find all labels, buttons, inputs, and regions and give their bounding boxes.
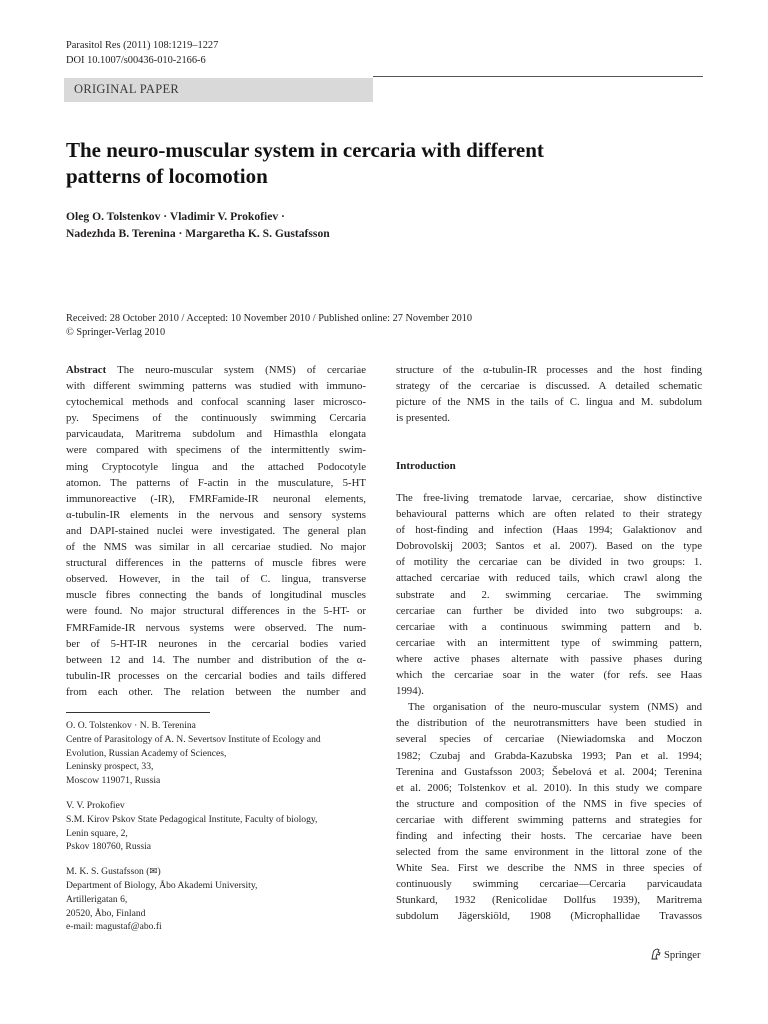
abstract-line: structure of the α-tubulin-IR processes and the host finding [396, 364, 702, 376]
affiliation-line: Centre of Parasitology of A. N. Severtsov Institute of Ecology and [66, 733, 321, 745]
footnote-rule [66, 712, 210, 713]
abstract-line [66, 362, 366, 378]
abstract-line: py. Specimens of the continuously swimming Cercaria [66, 412, 366, 425]
abstract-line: strategy of the cercariae is discussed. A detailed schematic [396, 380, 702, 393]
dates-line: Received: 28 October 2010 / Accepted: 10 November 2010 / Published online: 27 November 2010 [66, 313, 473, 324]
abstract-line: immunoreactive (-IR), FMRFamide-IR neuronal elements, [66, 492, 366, 505]
abstract-line: α-tubulin-IR elements in the nervous and sensory systems [66, 508, 366, 521]
abstract-line: atomon. The patterns of F-actin in the musculature, 5-HT [66, 476, 366, 489]
affiliation-block [66, 719, 386, 788]
abstract-label: Abstract [66, 364, 107, 376]
affiliation-line: Evolution, Russian Academy of Sciences, [66, 747, 227, 759]
abstract-line: structural differences in the patterns of muscle fibres were [66, 557, 366, 570]
abstract-line: parvicaudata, Maritrema subdolum and Himasthla elongata [66, 428, 366, 441]
intro-line: cercariae with different swimming patterns and strategies for [396, 813, 702, 826]
publication-dates [66, 312, 472, 340]
affiliations [66, 719, 386, 945]
authors-line: Oleg O. Tolstenkov · Vladimir V. Prokofiev · [66, 210, 285, 223]
affiliation-names: M. K. S. Gustafsson (✉) [66, 866, 161, 878]
abstract-line: were found. No major structural differences in the 5-HT- or [66, 605, 366, 618]
section-label: ORIGINAL PAPER [74, 82, 180, 96]
intro-line: The free-living trematode larvae, cercariae, show distinctive [396, 492, 702, 504]
affiliation-block [66, 799, 386, 854]
intro-line: where active phases alternate with passive phases during [396, 652, 702, 665]
abstract-line: is presented. [396, 412, 450, 425]
abstract-line: of the NMS was similar in all cercariae studied. No major [66, 541, 366, 554]
intro-line: the distribution of the neurotransmitters have been studied in [396, 717, 702, 730]
abstract-line: with different swimming patterns was studied with immuno- [66, 380, 366, 393]
intro-line: cercariae with an intermittent type of swimming pattern, [396, 636, 702, 649]
intro-line: The organisation of the neuro-muscular system (NMS) and [408, 701, 702, 714]
intro-line: substrate and 2. swimming cercariae. The swimming [396, 588, 702, 601]
introduction-body [396, 490, 702, 925]
publisher-logo [650, 948, 700, 961]
affiliation-line: Lenin square, 2, [66, 827, 128, 839]
affiliation-line: e-mail: magustaf@abo.fi [66, 921, 162, 933]
abstract-line: ming Cryptocotyle lingua and the attached Podocotyle [66, 460, 366, 473]
affiliation-line: Artillerigatan 6, [66, 893, 128, 905]
affiliation-line: Department of Biology, Åbo Akademi University, [66, 879, 258, 891]
intro-line: continuously swimming cercariae—Cercaria parvicaudata [396, 878, 702, 891]
section-heading-introduction: Introduction [396, 460, 456, 472]
abstract-line: FMRFamide-IR nervous systems were observed. The num- [66, 621, 366, 634]
intro-line: White Sea. First we describe the NMS in three species of [396, 862, 702, 875]
abstract-line: cytochemical methods and confocal scanning laser microsco- [66, 396, 366, 409]
affiliation-names: O. O. Tolstenkov · N. B. Terenina [66, 720, 196, 731]
affiliation-line: S.M. Kirov Pskov State Pedagogical Institute, Faculty of biology, [66, 813, 318, 825]
abstract-line: picture of the NMS in the tails of C. lingua and M. subdolum [396, 396, 702, 409]
intro-line: attached cercariae with reduced tails, which crawl along the [396, 572, 702, 585]
affiliation-line: 20520, Åbo, Finland [66, 907, 146, 919]
publisher-name: Springer [664, 950, 701, 961]
intro-line: several species of cercariae (Niewiadomska and Moczon [396, 733, 702, 746]
intro-line: of motility the cercariae can be divided in two groups: 1. [396, 556, 702, 569]
intro-line: Terenina and Gustafsson 2003; Šebelová et al. 2004; Terenina [396, 765, 702, 778]
intro-line: Stunkard, 1932 (Renicolidae Dollfus 1939), Maritrema [396, 894, 702, 907]
intro-line: et al. 2006; Tolstenkov et al. 2010). In this study we compare [396, 781, 702, 794]
title-line: patterns of locomotion [66, 164, 268, 188]
affiliation-line: Leninsky prospect, 33, [66, 761, 154, 773]
intro-line: cercariae with a continuous swimming pattern and b. [396, 620, 702, 633]
intro-line: selected from the same environment in the littoral zone of the [396, 846, 702, 859]
paper-title [66, 137, 666, 189]
abstract-line: muscle fibres connecting the bands of longitudinal muscles [66, 589, 366, 602]
abstract-line: and DAPI-stained nuclei were investigated. The general plan [66, 524, 366, 537]
journal-citation: Parasitol Res (2011) 108:1219–1227 [66, 40, 219, 51]
author-list [66, 209, 586, 242]
abstract-line: observed. However, in the tail of C. lingua, transverse [66, 573, 366, 586]
affiliation-block [66, 865, 386, 934]
abstract-line: between 12 and 14. The number and distribution of the α- [66, 653, 366, 666]
intro-line: Dobrovolskij 2003; Santos et al. 2007). Based on the type [396, 540, 702, 553]
intro-line: of host-finding and infection (Haas 1994; Galaktionov and [396, 524, 702, 537]
abstract-continued [396, 362, 702, 426]
intro-line: cercariae can further be divided into two subgroups: a. [396, 604, 702, 617]
abstract-line: from each other. The relation between the number and [66, 685, 366, 698]
affiliation-line: Moscow 119071, Russia [66, 775, 161, 787]
authors-line: Nadezhda B. Terenina · Margaretha K. S. Gustafsson [66, 226, 330, 240]
abstract-line: The neuro-muscular system (NMS) of cercariae [106, 364, 366, 376]
intro-line: which the cercariae soar in the water (for refs. see Haas [396, 669, 702, 682]
abstract-line: tubulin-IR processes on the cercarial bodies and tails differed [66, 669, 366, 682]
header-rule [373, 76, 703, 77]
title-line: The neuro-muscular system in cercaria with different [66, 138, 544, 162]
intro-line: behavioural patterns which are often related to their strategy [396, 508, 702, 521]
affiliation-names: V. V. Prokofiev [66, 799, 125, 811]
copyright-line: © Springer-Verlag 2010 [66, 327, 166, 338]
intro-line: 1994). [396, 685, 424, 698]
springer-horse-icon [650, 948, 662, 960]
abstract-section [66, 362, 366, 700]
intro-line: subdolum Jägerskiöld, 1908 (Microphallidae Travassos [396, 910, 702, 923]
intro-line: the structure and composition of the NMS in five species of [396, 797, 702, 810]
abstract-line: ber of 5-HT-IR neurones in the cercarial bodies varied [66, 637, 366, 650]
affiliation-line: Pskov 180760, Russia [66, 841, 152, 853]
section-band [64, 78, 373, 102]
intro-line: finding and infecting their hosts. The cercariae have been [396, 829, 702, 842]
abstract-line: were compared with specimens of the intermittently swim- [66, 444, 366, 457]
doi: DOI 10.1007/s00436-010-2166-6 [66, 55, 206, 66]
intro-line: 1982; Czubaj and Grabda-Kazubska 1993; Pan et al. 1994; [396, 749, 702, 762]
